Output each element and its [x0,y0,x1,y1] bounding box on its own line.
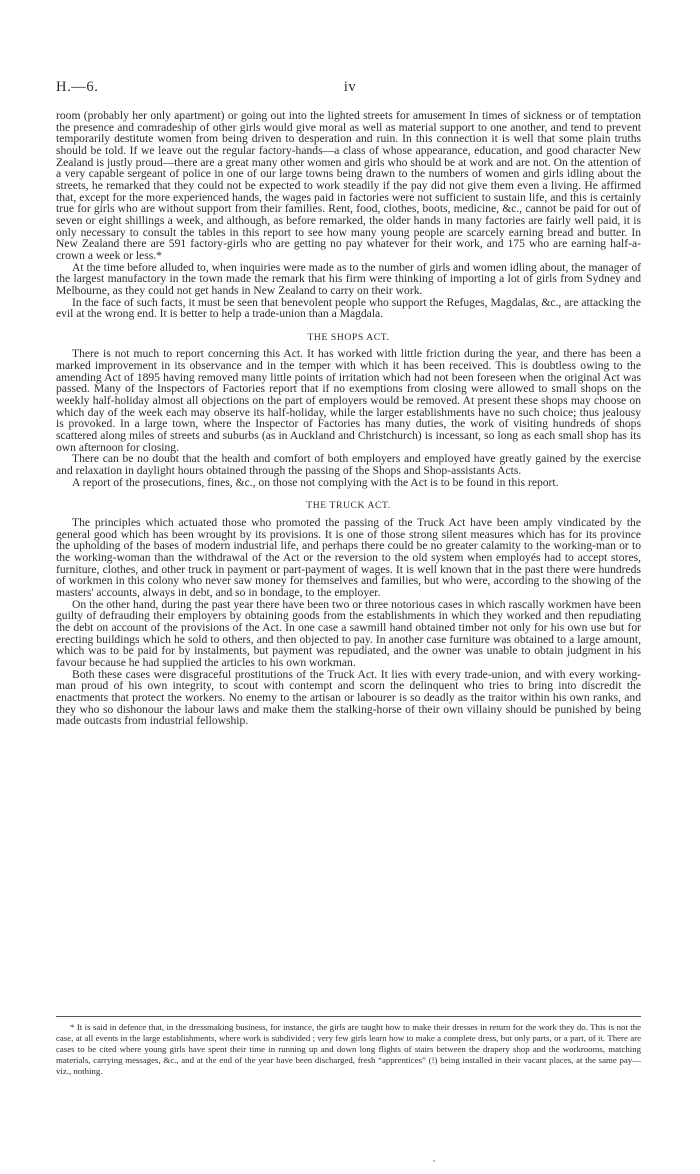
document-reference: H.—6. [56,79,99,95]
footnote-divider [56,1016,641,1017]
footnote: * It is said in defence that, in the dressmaking business, for instance, the girls are taught how to make their dresses in return for the work they do. This is not the case, at all events in the large establishments, where work is subdivided ; very few girls learn how to make a complete dress, but only parts, or a part, of it. There are cases to be cited where young girls have spent their time in running up and down long flights of stairs between the drapery shop and the workrooms, matching materials, carrying messages, &c., and at the end of the year have been discharged, fresh “apprentices” (!) being installed in their vacant places, at the same pay—viz., nothing. [56,1022,641,1076]
page-number: iv [343,79,357,95]
document-body [56,110,641,727]
body-paragraph: On the other hand, during the past year there have been two or three notorious cases in which rascally workmen have been guilty of defrauding their employers by obtaining goods from the establishments in which they worked and then repudiating the debt on account of the provisions of the Act. In one case a sawmill hand obtained timber not only for his own use but for erecting buildings which he sold to others, and then objected to pay. In another case furniture was obtained to a large amount, which was to be paid for by instalments, but payment was repudiated, and the owner was unable to obtain judgment in his favour because he had supplied the articles to his own workman. [56,597,641,669]
page-header [56,79,644,101]
paper-speck [433,1160,435,1162]
body-paragraph: A report of the prosecutions, fines, &c., on those not complying with the Act is to be found in this report. [72,475,559,489]
body-paragraph: Both these cases were disgraceful prostitutions of the Truck Act. It lies with every trade-union, and with every working-man proud of his own integrity, to scout with contempt and scorn the delinquent who tries to bring into discredit the enactments that protect the workers. No enemy to the artisan or labourer is so deadly as the traitor within his own ranks, and they who so dishonour the labour laws and make them the stalking-horse of their own villainy should be punished by being made outcasts from industrial fellowship. [56,667,641,728]
body-paragraph: There can be no doubt that the health and comfort of both employers and employed have greatly gained by the exercise and relaxation in daylight hours obtained through the passing of the Shops and Shop-assistants Acts. [56,452,641,478]
body-paragraph: There is not much to report concerning this Act. It has worked with little friction during the year, and there has been a marked improvement in its observance and in the temper with which it has been received. This is doubtless owing to the amending Act of 1895 having removed many little points of irritation which had not been foreseen when the original Act was passed. Many of the Inspectors of Factories report that if no exemptions from closing were allowed to small shops on the weekly half-holiday almost all objections on the part of employers would be removed. At present these shops may choose on which day of the week each may observe its half-holiday, while the larger establishments have no such choice; thus jealousy is provoked. In a large town, where the Inspector of Factories has many duties, the work of visiting hundreds of shops scattered along miles of streets and suburbs (as in Auckland and Christchurch) is incessant, so long as each small shop has its own afternoon for closing. [56,347,641,454]
body-paragraph: At the time before alluded to, when inquiries were made as to the number of girls and women idling about, the manager of the largest manufactory in the town made the remark that his firm were thinking of importing a lot of girls from Sydney and Melbourne, as they could not get hands in New Zealand to carry on their work. [56,260,641,297]
section-heading-shops-act: THE SHOPS ACT. [307,331,390,343]
body-paragraph: In the face of such facts, it must be seen that benevolent people who support the Refuges, Magdalas, &c., are attacking the evil at the wrong end. It is better to help a trade-union than a Magdala. [56,295,641,321]
body-paragraph: room (probably her only apartment) or going out into the lighted streets for amusement In times of sickness or of temptation the presence and comradeship of other girls would give moral as well as material support to one another, and tend to prevent temporarily destitute women from being driven to desperation and ruin. In this connection it is well that some plain truths should be told. If we leave out the regular factory-hands—a class of whose appearance, education, and good character New Zealand is justly proud—there are a great many other women and girls who should be at work and are not. On the attention of a very capable sergeant of police in one of our large towns being drawn to the numbers of women and girls idling about the streets, he remarked that they could not be expected to work steadily if the pay did not give them even a living. He affirmed that, except for the more experienced hands, the wages paid in factories were not sufficient to sustain life, and this is certainly true for girls who are without support from their families. Rent, food, clothes, boots, medicine, &c., cannot be paid for out of seven or eight shillings a week, and although, as before remarked, the older hands in many factories are fairly well paid, it is only necessary to consult the tables in this report to see how many young people are scarcely earning bread and butter. In New Zealand there are 591 factory-girls who are getting no pay whatever for their work, and 175 who are earning half-a-crown a week or less.* [56,109,641,262]
body-paragraph: The principles which actuated those who promoted the passing of the Truck Act have been amply vindicated by the general good which has been wrought by its provisions. It is one of those strong silent measures which has for its province the upholding of the bases of modern industrial life, and perhaps there could be no greater calamity to the working-man or to the working-woman than the withdrawal of the Act or the reversion to the old system when employés had to accept stores, furniture, clothes, and other truck in payment or part-payment of wages. It is well known that in the past there were hundreds of workmen in this colony who never saw money for themselves and families, but who were, according to the showing of the masters' accounts, always in debt, and so in bondage, to the employer. [56,516,641,599]
section-heading-truck-act: THE TRUCK ACT. [306,500,391,512]
